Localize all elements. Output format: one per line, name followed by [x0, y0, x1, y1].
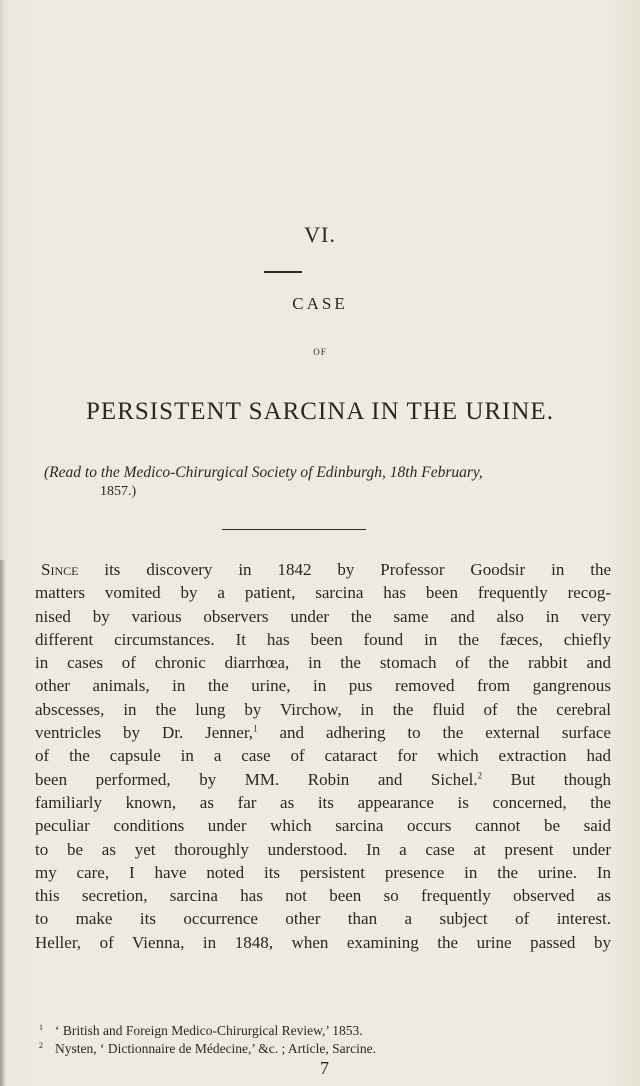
body-line: [35, 698, 611, 721]
body-line-text: abscesses, in the lung by Virchow, in the fluid of the cerebral: [35, 699, 611, 719]
footnote-1: [35, 1022, 611, 1040]
body-line: [35, 674, 611, 697]
title-divider-short: [264, 271, 302, 273]
body-line-text-continued: But though: [482, 769, 611, 789]
body-line: [35, 838, 611, 861]
case-label: CASE: [292, 294, 348, 313]
body-line-text: this secretion, sarcina has not been so frequently observed as: [35, 886, 611, 906]
footnote-2: [35, 1040, 611, 1058]
body-line: [35, 581, 611, 604]
read-note-text: (Read to the Medico-Chirurgical Society of Edinburgh, 18th February,: [44, 464, 483, 481]
body-line-text: its discovery in 1842 by Professor Goodsir in the: [78, 560, 611, 579]
footnote-text: Nysten, ‘ Dictionnaire de Médecine,’ &c. ; Article, Sarcine.: [55, 1041, 377, 1056]
body-text: [35, 558, 611, 954]
body-line: [35, 907, 611, 930]
body-line-text: other animals, in the urine, in pus removed from gangrenous: [35, 676, 611, 696]
body-line: [35, 861, 611, 884]
footnote-reference: 2: [477, 770, 483, 781]
body-line: [35, 744, 611, 767]
of-label: OF: [313, 347, 327, 357]
body-line-text: ventricles by Dr. Jenner,: [35, 723, 254, 743]
footnote-text: ‘ British and Foreign Medico-Chirurgical Review,’ 1853.: [55, 1023, 363, 1038]
body-line: [35, 651, 611, 674]
body-line-text: of the capsule in a case of cataract for which extraction had: [35, 746, 611, 766]
read-note: [44, 463, 604, 501]
spine-shadow: [0, 560, 6, 1086]
body-line: [35, 791, 611, 814]
body-line-text: my care, I have noted its persistent presence in the urine. In: [35, 862, 611, 882]
body-line-text: matters vomited by a patient, sarcina has been frequently recog-: [35, 583, 611, 603]
body-line: [35, 558, 611, 581]
title-divider-long: [222, 529, 366, 530]
body-line-text-continued: and adhering to the external surface: [257, 723, 611, 743]
body-line: [35, 931, 611, 954]
body-line: [35, 628, 611, 651]
body-line: [35, 884, 611, 907]
body-line-text: familiarly known, as far as its appearance is concerned, the: [35, 792, 611, 812]
read-note-year: 1857.): [100, 484, 137, 499]
footnote-reference: 1: [253, 723, 258, 734]
body-line-text: in cases of chronic diarrhœa, in the stomach of the rabbit and: [35, 653, 611, 673]
footnotes: [35, 1022, 611, 1058]
main-title: PERSISTENT SARCINA IN THE URINE.: [86, 398, 554, 425]
body-line-text: nised by various observers under the same and also in very: [35, 606, 611, 626]
drop-word: Since: [41, 560, 79, 579]
body-line: [35, 814, 611, 837]
body-line-text: been performed, by MM. Robin and Sichel.: [35, 769, 478, 789]
body-line: [35, 721, 611, 744]
page-number: 7: [320, 1058, 329, 1078]
chapter-number: VI.: [304, 222, 336, 247]
body-line: [35, 768, 611, 791]
body-line-text: different circumstances. It has been found in the fæces, chiefly: [35, 629, 611, 649]
footnote-mark: 2: [39, 1041, 43, 1050]
body-line-text: Heller, of Vienna, in 1848, when examining the urine passed by: [35, 932, 611, 952]
body-line-text: to make its occurrence other than a subject of interest.: [35, 909, 611, 929]
footnote-mark: 1: [39, 1023, 43, 1032]
body-line: [35, 605, 611, 628]
body-line-text: to be as yet thoroughly understood. In a case at present under: [35, 839, 611, 859]
body-line-text: peculiar conditions under which sarcina occurs cannot be said: [35, 816, 611, 836]
